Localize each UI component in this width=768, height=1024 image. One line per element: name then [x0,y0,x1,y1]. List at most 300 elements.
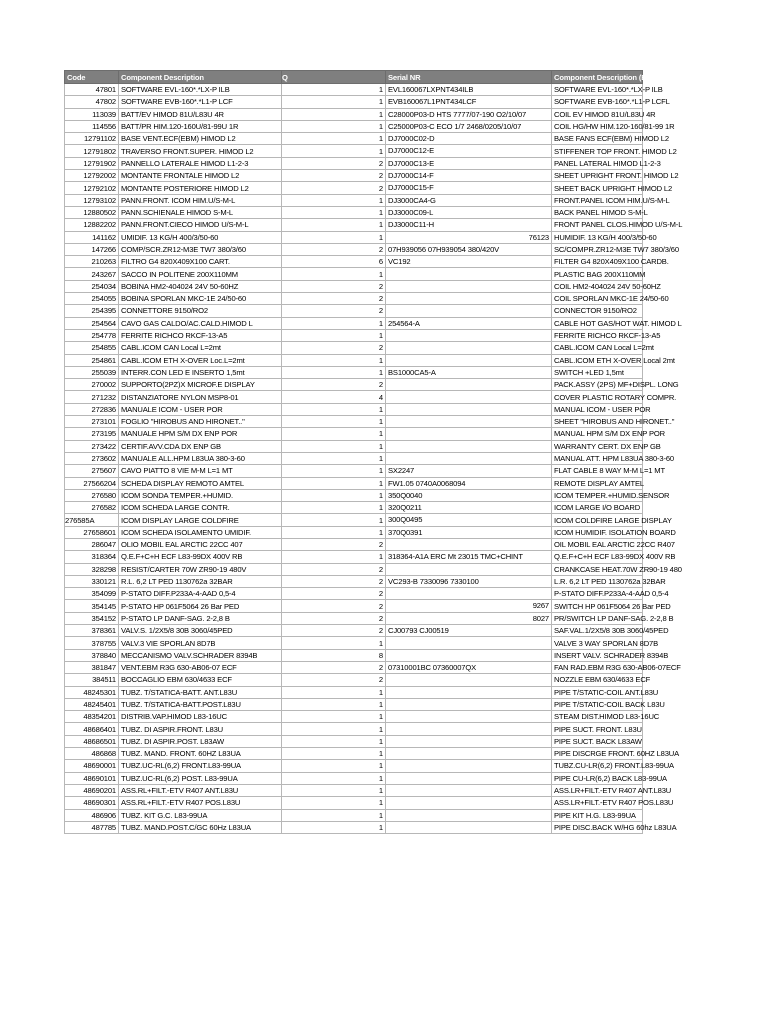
cell-code: 486868 [65,748,119,760]
cell-serial [386,661,552,673]
table-row [65,477,643,489]
serial-value: FW1.05 0740A0068094 [388,478,466,488]
table-row [65,219,643,231]
cell-q: 1 [282,489,386,501]
serial-value: DJ3000C09-L [388,207,434,217]
cell-serial [386,243,552,255]
cell-serial [386,748,552,760]
table-row [65,170,643,182]
table-row [65,465,643,477]
cell-q: 1 [282,403,386,415]
cell-code: 354099 [65,588,119,600]
cell-serial [386,366,552,378]
table-row [65,108,643,120]
table-row [65,600,643,612]
cell-serial [386,305,552,317]
cell-q: 1 [282,428,386,440]
cell-description-eng: SHEET UPRIGHT FRONT. HIMOD L2 [552,170,643,182]
cell-q: 2 [282,157,386,169]
cell-code: 276580 [65,489,119,501]
cell-serial [386,760,552,772]
table-row [65,120,643,132]
cell-description-eng: SOFTWARE EVB-160*.*L1-P LCFL [552,96,643,108]
cell-code: 273422 [65,440,119,452]
cell-description: CABL.ICOM CAN Local L=2mt [119,342,282,354]
table-row [65,563,643,575]
cell-description-eng: COVER PLASTIC ROTARY COMPR. [552,391,643,403]
cell-q: 1 [282,108,386,120]
cell-description-eng: WARRANTY CERT. DX ENP GB [552,440,643,452]
cell-q: 1 [282,206,386,218]
serial-value: 320Q0211 [388,503,422,513]
cell-description-eng: ASS.LR+FILT.-ETV R407 ANT.L83U [552,784,643,796]
cell-description-eng: FLAT CABLE 8 WAY M-M L=1 MT [552,465,643,477]
cell-q: 1 [282,760,386,772]
cell-q: 2 [282,674,386,686]
cell-code: 286047 [65,538,119,550]
cell-description-eng: PIPE T/STATIC-COIL ANT.L83U [552,686,643,698]
cell-q: 1 [282,809,386,821]
table-row [65,489,643,501]
cell-serial [386,772,552,784]
cell-serial [386,526,552,538]
cell-description: CAVO GAS CALDO/AC.CALD.HIMOD L [119,317,282,329]
cell-description: BASE VENT.ECF(EBM) HIMOD L2 [119,133,282,145]
cell-q: 1 [282,416,386,428]
cell-serial [386,231,552,243]
cell-code: 271232 [65,391,119,403]
table-row [65,379,643,391]
table-row [65,305,643,317]
cell-code: 12792002 [65,170,119,182]
cell-description: SUPPORTO(2PZ)X MICROF.E DISPLAY [119,379,282,391]
cell-description-eng: FRONT PANEL CLOS.HIMOD U/S-M-L [552,219,643,231]
cell-description: FILTRO G4 820X409X100 CART. [119,256,282,268]
table-row [65,625,643,637]
serial-value-right: 9267 [532,601,549,611]
cell-serial [386,797,552,809]
cell-code: 486906 [65,809,119,821]
cell-description-eng: SOFTWARE EVL-160*.*LX-P ILB [552,84,643,96]
table-row [65,243,643,255]
cell-description-eng: PACK.ASSY (2PS) MF+DISPL. LONG [552,379,643,391]
cell-q: 1 [282,465,386,477]
cell-serial [386,416,552,428]
cell-code: 113039 [65,108,119,120]
cell-description: P-STATO DIFF.P233A-4-AAD 0,5-4 [119,588,282,600]
cell-serial [386,575,552,587]
cell-q: 1 [282,502,386,514]
cell-q: 2 [282,342,386,354]
cell-description: MONTANTE POSTERIORE HIMOD L2 [119,182,282,194]
cell-code: 12882202 [65,219,119,231]
cell-code: 48690001 [65,760,119,772]
serial-value-right: 8027 [532,613,549,623]
cell-description-eng: SHEET "HIROBUS AND HIRONET.." [552,416,643,428]
cell-description-eng: PIPE SUCT. BACK L83AW [552,735,643,747]
serial-value-right: 76123 [528,232,549,242]
cell-description: P-STATO LP DANF-SAG. 2-2,8 B [119,612,282,624]
cell-description-eng: BASE FANS ECF(EBM) HIMOD L2 [552,133,643,145]
cell-serial [386,256,552,268]
cell-serial [386,465,552,477]
cell-description-eng: HUMIDIF. 13 KG/H 400/3/50-60 [552,231,643,243]
cell-description: TUBZ.UC-RL(6,2) POST. L83-99UA [119,772,282,784]
cell-q: 1 [282,477,386,489]
cell-code: 273602 [65,452,119,464]
cell-q: 1 [282,637,386,649]
cell-q: 4 [282,391,386,403]
cell-description-eng: FILTER G4 820X409X100 CARDB. [552,256,643,268]
cell-description: SACCO IN POLITENE 200X110MM [119,268,282,280]
cell-q: 1 [282,329,386,341]
cell-description-eng: BACK PANEL HIMOD S-M-L [552,206,643,218]
cell-code: 384511 [65,674,119,686]
cell-q: 2 [282,293,386,305]
cell-q: 1 [282,797,386,809]
table-row [65,821,643,833]
cell-description-eng: L.R. 6,2 LT PED 1130762a 32BAR [552,575,643,587]
table-row [65,735,643,747]
table-row [65,452,643,464]
cell-description-eng: PIPE T/STATIC-COIL BACK L83U [552,698,643,710]
cell-description-eng: Q.E.F+C+H ECF L83-99DX 400V RB [552,551,643,563]
cell-code: 48690201 [65,784,119,796]
table-row [65,784,643,796]
cell-code: 114556 [65,120,119,132]
cell-description-eng: REMOTE DISPLAY AMTEL [552,477,643,489]
cell-description-eng: CONNECTOR 9150/RO2 [552,305,643,317]
cell-description: FOGLIO "HIROBUS AND HIRONET.." [119,416,282,428]
cell-description-eng: COIL EV HIMOD 81U/L83U 4R [552,108,643,120]
table-row [65,317,643,329]
cell-description: BOCCAGLIO EBM 630/4633 ECF [119,674,282,686]
serial-value: DJ7000C13-E [388,158,435,168]
cell-serial [386,551,552,563]
cell-description: SOFTWARE EVL-160*.*LX-P ILB [119,84,282,96]
table-row [65,809,643,821]
cell-description-eng: INSERT VALV. SCHRADER 8394B [552,649,643,661]
cell-q: 1 [282,133,386,145]
cell-description-eng: FERRITE RICHCO RKCF-13-A5 [552,329,643,341]
table-row [65,686,643,698]
cell-code: 328298 [65,563,119,575]
cell-description-eng: MANUAL HPM S/M DX ENP POR [552,428,643,440]
cell-q: 1 [282,219,386,231]
cell-description-eng: PIPE KIT H.G. L83-99UA [552,809,643,821]
cell-serial [386,170,552,182]
cell-code: 12793102 [65,194,119,206]
cell-code: 354145 [65,600,119,612]
cell-description-eng: PIPE SUCT. FRONT. L83U [552,723,643,735]
cell-serial [386,452,552,464]
cell-q: 1 [282,821,386,833]
table-row [65,698,643,710]
cell-code: 330121 [65,575,119,587]
table-row [65,772,643,784]
cell-code: 47801 [65,84,119,96]
serial-value: 254564-A [388,318,420,328]
cell-description-eng: TUBZ.CU-LR(6,2) FRONT.L83-99UA [552,760,643,772]
cell-serial [386,108,552,120]
table-row [65,96,643,108]
cell-description-eng: STEAM DIST.HIMOD L83-16UC [552,711,643,723]
cell-serial [386,293,552,305]
table-row [65,342,643,354]
cell-serial [386,391,552,403]
cell-code: 48245401 [65,698,119,710]
cell-description: VALV.S. 1/2X5/8 30B 3060/45PED [119,625,282,637]
cell-description: MANUALE ICOM - USER POR [119,403,282,415]
cell-code: 48690101 [65,772,119,784]
cell-description-eng: CABL.ICOM ETH X-OVER Local 2mt [552,354,643,366]
cell-serial [386,563,552,575]
table-row [65,440,643,452]
component-table [64,70,683,834]
cell-serial [386,649,552,661]
serial-value: C28000P03-D HTS 7777/07-190 O2/10/07 [388,109,527,119]
cell-description: SOFTWARE EVB-160*.*L1-P LCF [119,96,282,108]
cell-code: 354152 [65,612,119,624]
cell-description: ICOM SCHEDA LARGE CONTR. [119,502,282,514]
cell-serial [386,206,552,218]
cell-serial [386,120,552,132]
header-serial: Serial NR [386,71,552,84]
cell-description-eng: FRONT.PANEL ICOM HIM.U/S-M-L [552,194,643,206]
cell-code: 48245301 [65,686,119,698]
cell-serial [386,489,552,501]
serial-value: VC293-B 7330096 7330100 [388,576,479,586]
table-row [65,551,643,563]
cell-description-eng: PANEL LATERAL HIMOD L1-2-3 [552,157,643,169]
header-row [65,71,643,84]
cell-q: 1 [282,514,386,526]
cell-q: 1 [282,440,386,452]
serial-value: 300Q0495 [388,515,423,525]
cell-q: 1 [282,698,386,710]
cell-code: 12791902 [65,157,119,169]
cell-serial [386,612,552,624]
cell-description: COMP/SCR.ZR12-M3E TW7 380/3/60 [119,243,282,255]
cell-serial [386,698,552,710]
cell-description: TRAVERSO FRONT.SUPER. HIMOD L2 [119,145,282,157]
serial-value: 07310001BC 07360007QX [388,662,477,672]
cell-description: MECCANISMO VALV.SCHRADER 8394B [119,649,282,661]
table-row [65,268,643,280]
cell-description: CONNETTORE 9150/RO2 [119,305,282,317]
cell-code: 378361 [65,625,119,637]
cell-code: 381847 [65,661,119,673]
cell-q: 2 [282,575,386,587]
header-code: Code [65,71,119,84]
cell-code: 275607 [65,465,119,477]
cell-serial [386,428,552,440]
cell-description-eng: SHEET BACK UPRIGHT HIMOD L2 [552,182,643,194]
cell-description: SCHEDA DISPLAY REMOTO AMTEL [119,477,282,489]
serial-value: BS1000CA5-A [388,367,436,377]
cell-code: 487785 [65,821,119,833]
cell-description: MANUALE HPM S/M DX ENP POR [119,428,282,440]
cell-q: 1 [282,145,386,157]
cell-q: 1 [282,366,386,378]
cell-description: ICOM SONDA TEMPER.+HUMID. [119,489,282,501]
cell-description-eng: ASS.LR+FILT.-ETV R407 POS.L83U [552,797,643,809]
cell-q: 2 [282,170,386,182]
cell-serial [386,637,552,649]
cell-serial [386,194,552,206]
serial-value: DJ3000C11-H [388,220,434,230]
serial-value: DJ7000C14-F [388,171,434,181]
cell-description: TUBZ. T/STATICA-BATT. ANT.L83U [119,686,282,698]
cell-code: 254861 [65,354,119,366]
cell-serial [386,182,552,194]
cell-code: 210263 [65,256,119,268]
table-row [65,575,643,587]
cell-code: 147266 [65,243,119,255]
cell-code: 254855 [65,342,119,354]
cell-serial [386,268,552,280]
table-row [65,256,643,268]
cell-description: VALV.3 VIE SPORLAN 8D7B [119,637,282,649]
cell-description-eng: ICOM HUMIDIF. ISOLATION BOARD [552,526,643,538]
cell-serial [386,502,552,514]
cell-serial [386,354,552,366]
cell-description: BATT/EV HIMOD 81U/L83U 4R [119,108,282,120]
cell-q: 1 [282,723,386,735]
cell-description-eng: VALVE 3 WAY SPORLAN 8D7B [552,637,643,649]
cell-description: Q.E.F+C+H ECF L83-99DX 400V RB [119,551,282,563]
cell-code: 47802 [65,96,119,108]
serial-value: EVB160067L1PNT434LCF [388,97,477,107]
cell-code: 378840 [65,649,119,661]
cell-serial [386,809,552,821]
cell-description-eng: PR/SWITCH LP DANF-SAG. 2-2,8 B [552,612,643,624]
cell-code: 272836 [65,403,119,415]
cell-description: INTERR.CON LED E INSERTO 1,5mt [119,366,282,378]
cell-q: 6 [282,256,386,268]
table-row [65,637,643,649]
cell-q: 1 [282,194,386,206]
table-row [65,428,643,440]
cell-code: 273195 [65,428,119,440]
cell-description-eng: COIL SPORLAN MKC-1E 24/50-60 [552,293,643,305]
cell-q: 2 [282,600,386,612]
cell-description-eng: SC/COMPR.ZR12-M3E TW7 380/3/60 [552,243,643,255]
header-q: Q [282,71,386,84]
cell-description: BOBINA SPORLAN MKC-1E 24/50-60 [119,293,282,305]
cell-description-eng: STIFFENER TOP FRONT. HIMOD L2 [552,145,643,157]
cell-serial [386,514,552,526]
table-row [65,502,643,514]
cell-description: P-STATO HP 061F5064 26 Bar PED [119,600,282,612]
cell-description: BATT/PR HIM.120-160U/81-99U 1R [119,120,282,132]
cell-description: PANN.SCHIENALE HIMOD S-M-L [119,206,282,218]
cell-description: RESIST/CARTER 70W ZR90-19 480V [119,563,282,575]
cell-q: 2 [282,538,386,550]
table-row [65,231,643,243]
cell-serial [386,280,552,292]
cell-code: 254564 [65,317,119,329]
cell-code: 243267 [65,268,119,280]
cell-code: 27566204 [65,477,119,489]
cell-description-eng: ICOM LARGE I/O BOARD [552,502,643,514]
cell-q: 2 [282,305,386,317]
cell-serial [386,84,552,96]
cell-description: ASS.RL+FILT.-ETV R407 POS.L83U [119,797,282,809]
table-row [65,588,643,600]
table-row [65,416,643,428]
cell-description: DISTANZIATORE NYLON MSP8-01 [119,391,282,403]
cell-description: CERTIF.AVV.CDA DX ENP GB [119,440,282,452]
cell-q: 2 [282,182,386,194]
cell-q: 1 [282,452,386,464]
table-row [65,797,643,809]
cell-q: 1 [282,711,386,723]
cell-serial [386,711,552,723]
cell-description: PANNELLO LATERALE HIMOD L1-2-3 [119,157,282,169]
cell-q: 1 [282,268,386,280]
cell-code: 12880502 [65,206,119,218]
cell-description: VENT.EBM R3G 630-AB06-07 ECF [119,661,282,673]
cell-q: 1 [282,748,386,760]
cell-description: TUBZ. KIT G.C. L83-99UA [119,809,282,821]
cell-q: 1 [282,772,386,784]
table-row [65,366,643,378]
cell-q: 1 [282,784,386,796]
table-row [65,612,643,624]
cell-description: FERRITE RICHCO RKCF-13-A5 [119,329,282,341]
cell-description-eng: CRANKCASE HEAT.70W ZR90-19 480 [552,563,643,575]
cell-description: R.L. 6,2 LT PED 1130762a 32BAR [119,575,282,587]
serial-value: DJ7000C02-D [388,134,435,144]
table-row [65,280,643,292]
cell-serial [386,219,552,231]
cell-serial [386,403,552,415]
cell-q: 1 [282,551,386,563]
cell-description-eng: CABLE HOT GAS/HOT WAT. HIMOD L [552,317,643,329]
cell-description: OLIO MOBIL EAL ARCTIC 22CC 407 [119,538,282,550]
cell-code: 254778 [65,329,119,341]
table-row [65,674,643,686]
cell-description: PANN.FRONT.CIECO HIMOD U/S-M-L [119,219,282,231]
spreadsheet [64,70,683,834]
cell-description: UMIDIF. 13 KG/H 400/3/50-60 [119,231,282,243]
cell-description-eng: P-STATO DIFF.P233A-4-AAD 0,5-4 [552,588,643,600]
cell-q: 1 [282,84,386,96]
table-row [65,723,643,735]
cell-code: 254034 [65,280,119,292]
cell-serial [386,157,552,169]
serial-value: DJ7000C12-E [388,146,435,156]
cell-serial [386,379,552,391]
table-row [65,145,643,157]
cell-description-eng: PLASTIC BAG 200X110MM [552,268,643,280]
cell-description: CABL.ICOM ETH X-OVER Loc.L=2mt [119,354,282,366]
cell-description: TUBZ.UC-RL(6,2) FRONT.L83-99UA [119,760,282,772]
table-row [65,649,643,661]
table-row [65,514,643,526]
cell-q: 1 [282,231,386,243]
cell-code: 48690301 [65,797,119,809]
cell-code: 318364 [65,551,119,563]
cell-description-eng: CABL.ICOM CAN Local L=2mt [552,342,643,354]
cell-q: 2 [282,661,386,673]
cell-code: 270002 [65,379,119,391]
cell-serial [386,317,552,329]
table-row [65,748,643,760]
cell-serial [386,538,552,550]
cell-description-eng: SWITCH +LED 1,5mt [552,366,643,378]
